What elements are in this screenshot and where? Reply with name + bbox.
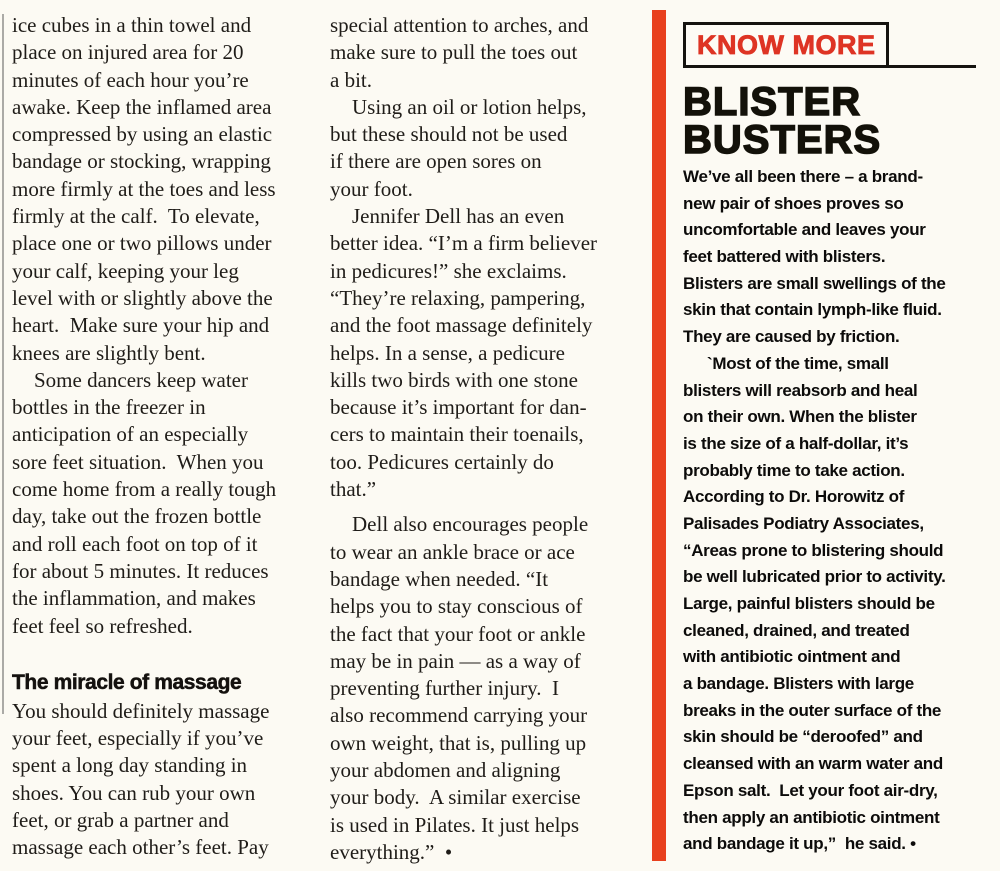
text-line: bandage when needed. “It: [330, 566, 549, 591]
text-line: everything.” •: [330, 839, 453, 864]
text-line: knees are slightly bent.: [12, 340, 206, 365]
text-line: Using an oil or lotion helps,: [352, 94, 587, 119]
text-line: helps you to stay conscious of: [330, 594, 583, 619]
text-line: own weight, that is, pulling up: [330, 730, 587, 755]
sidebar-accent-bar: [652, 10, 666, 861]
text-line: special attention to arches, and: [330, 13, 589, 37]
sidebar-body: [683, 164, 985, 858]
kicker-row: [683, 14, 976, 68]
text-line: your calf, keeping your leg: [12, 258, 239, 283]
text-line: is used in Pilates. It just helps: [330, 812, 580, 837]
paragraph: [683, 351, 985, 858]
text-line: and bandage it up,” he said. •: [683, 834, 916, 854]
text-line: helps. In a sense, a pedicure: [330, 340, 565, 365]
paragraph: [330, 203, 636, 503]
text-line: ice cubes in a thin towel and: [12, 13, 252, 37]
text-line: new pair of shoes proves so: [683, 193, 904, 213]
text-line: kills two birds with one stone: [330, 367, 578, 392]
paragraph: [12, 367, 318, 640]
kicker-box: [683, 22, 889, 68]
text-line: probably time to take action.: [683, 460, 905, 480]
text-line: heart. Make sure your hip and: [12, 313, 270, 338]
text-line: awake. Keep the inflamed area: [12, 94, 272, 119]
paragraph: [12, 698, 318, 862]
text-line: in pedicures!” she exclaims.: [330, 258, 567, 283]
text-line: but these should not be used: [330, 122, 568, 147]
paragraph: [330, 511, 636, 866]
text-line: Epson salt. Let your foot air-dry,: [683, 780, 938, 800]
text-line: feet feel so refreshed.: [12, 613, 193, 638]
text-line: your feet, especially if you’ve: [12, 726, 264, 751]
text-line: massage each other’s feet. Pay: [12, 835, 269, 860]
text-line: cleansed with an warm water and: [683, 754, 943, 774]
paragraph: [330, 12, 636, 94]
text-line: more firmly at the toes and less: [12, 176, 276, 201]
text-line: feet, or grab a partner and: [12, 808, 229, 833]
text-line: to wear an ankle brace or ace: [330, 539, 575, 564]
text-line: place on injured area for 20: [12, 40, 244, 65]
text-line: a bit.: [330, 67, 372, 92]
text-line: bottles in the freezer in: [12, 395, 206, 420]
text-line: anticipation of an especially: [12, 422, 249, 447]
text-line: come home from a really tough: [12, 477, 277, 502]
text-line: because it’s important for dan-: [330, 395, 587, 420]
text-line: with antibiotic ointment and: [683, 647, 901, 667]
text-line: preventing further injury. I: [330, 676, 559, 701]
text-line: your foot.: [330, 176, 413, 201]
text-line: if there are open sores on: [330, 149, 542, 174]
text-line: uncomfortable and leaves your: [683, 220, 926, 240]
text-line: bandage or stocking, wrapping: [12, 149, 271, 174]
text-line: Jennifer Dell has an even: [352, 204, 565, 229]
text-line: We’ve all been there – a brand-: [683, 167, 923, 186]
text-line: the inflammation, and makes: [12, 586, 256, 611]
text-line: skin that contain lymph-like fluid.: [683, 300, 942, 320]
text-line: then apply an antibiotic ointment: [683, 807, 940, 827]
text-line: spent a long day standing in: [12, 753, 248, 778]
text-line: breaks in the outer surface of the: [683, 700, 942, 720]
text-line: `Most of the time, small: [707, 353, 889, 373]
text-line: blisters will reabsorb and heal: [683, 380, 918, 400]
text-line: Large, painful blisters should be: [683, 594, 935, 613]
text-line: feet battered with blisters.: [683, 247, 886, 267]
text-line: your body. A similar exercise: [330, 785, 581, 810]
text-line: You should definitely massage: [12, 698, 270, 723]
text-line: better idea. “I’m a firm believer: [330, 231, 598, 256]
text-line: level with or slightly above the: [12, 285, 273, 310]
text-line: on their own. When the blister: [683, 407, 917, 427]
text-line: firmly at the calf. To elevate,: [12, 204, 260, 229]
text-line: the fact that your foot or ankle: [330, 621, 586, 646]
text-line: that.”: [330, 477, 377, 502]
page-edge-scan-line: [2, 14, 4, 714]
text-line: may be in pain — as a way of: [330, 648, 581, 673]
text-line: minutes of each hour you’re: [12, 67, 249, 92]
text-line: shoes. You can rub your own: [12, 780, 256, 805]
kicker-label: KNOW MORE: [697, 30, 876, 60]
left-column: [12, 12, 318, 862]
sidebar-title-line-1: BLISTER: [683, 80, 862, 124]
section-heading: The miracle of massage: [12, 670, 242, 694]
text-line: “Areas prone to blistering should: [683, 540, 944, 560]
text-line: for about 5 minutes. It reduces: [12, 558, 269, 583]
text-line: and the foot massage definitely: [330, 313, 593, 338]
sidebar-title: [683, 80, 985, 162]
paragraph: [683, 164, 985, 351]
text-line: be well lubricated prior to activity.: [683, 567, 946, 587]
text-line: is the size of a half-dollar, it’s: [683, 433, 909, 453]
text-line: too. Pedicures certainly do: [330, 449, 554, 474]
text-line: cers to maintain their toenails,: [330, 422, 584, 447]
paragraph: [12, 12, 318, 367]
paragraph: [330, 94, 636, 203]
text-line: make sure to pull the toes out: [330, 40, 578, 65]
text-line: place one or two pillows under: [12, 231, 272, 256]
text-line: day, take out the frozen bottle: [12, 504, 262, 529]
text-line: also recommend carrying your: [330, 703, 588, 728]
text-line: compressed by using an elastic: [12, 122, 273, 147]
text-line: skin should be “deroofed” and: [683, 727, 923, 747]
text-line: Palisades Podiatry Associates,: [683, 513, 924, 533]
know-more-sidebar: [683, 14, 985, 858]
text-line: Some dancers keep water: [34, 367, 248, 392]
text-line: cleaned, drained, and treated: [683, 620, 910, 640]
sidebar-title-line-2: BUSTERS: [683, 118, 882, 162]
text-line: They are caused by friction.: [683, 327, 900, 347]
text-line: a bandage. Blisters with large: [683, 674, 914, 694]
text-line: According to Dr. Horowitz of: [683, 487, 905, 507]
text-line: and roll each foot on top of it: [12, 531, 258, 556]
text-line: Dell also encourages people: [352, 512, 589, 537]
middle-column: [330, 12, 636, 866]
text-line: sore feet situation. When you: [12, 449, 264, 474]
text-line: “They’re relaxing, pampering,: [330, 285, 586, 310]
text-line: your abdomen and aligning: [330, 758, 561, 783]
text-line: Blisters are small swellings of the: [683, 273, 946, 293]
